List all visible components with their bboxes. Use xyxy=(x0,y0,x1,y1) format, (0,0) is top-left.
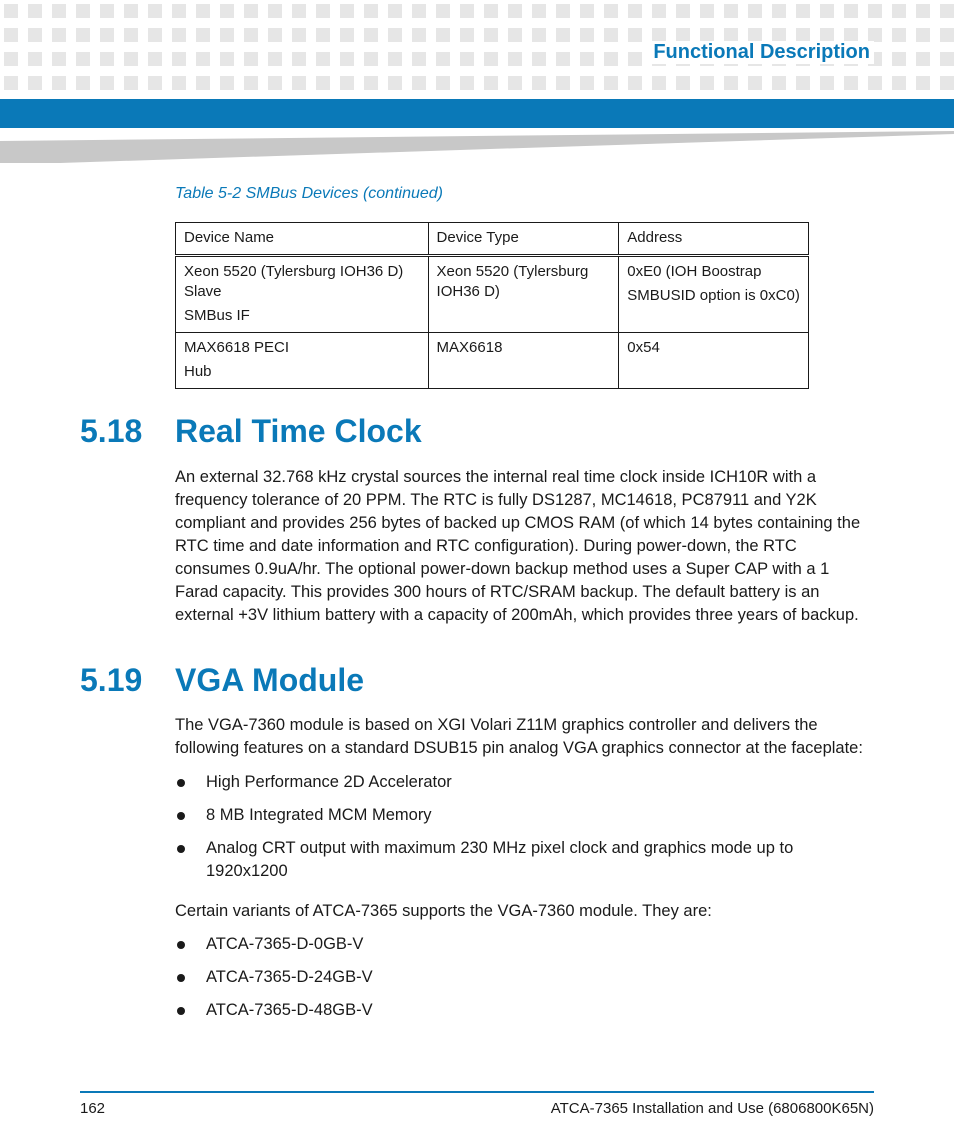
pattern-cell xyxy=(148,76,162,90)
pattern-cell xyxy=(124,28,138,42)
pattern-cell xyxy=(748,28,762,42)
pattern-cell xyxy=(484,28,498,42)
pattern-cell xyxy=(4,76,18,90)
pattern-cell xyxy=(148,52,162,66)
pattern-cell xyxy=(28,28,42,42)
pattern-cell xyxy=(676,4,690,18)
pattern-cell xyxy=(556,76,570,90)
pattern-cell xyxy=(196,28,210,42)
pattern-cell xyxy=(436,52,450,66)
vga-variants-paragraph: Certain variants of ATCA-7365 supports the VGA-7360 module. They are: xyxy=(175,902,712,920)
pattern-cell xyxy=(316,76,330,90)
pattern-cell xyxy=(844,4,858,18)
list-item xyxy=(175,771,875,794)
pattern-cell xyxy=(916,28,930,42)
cell-text: Xeon 5520 (Tylersburg IOH36 D) xyxy=(436,263,589,300)
pattern-cell xyxy=(844,76,858,90)
list-item-text: ATCA-7365-D-0GB-V xyxy=(206,935,364,953)
pattern-cell xyxy=(556,4,570,18)
pattern-cell xyxy=(892,4,906,18)
pattern-cell xyxy=(532,4,546,18)
cell-text: 0x54 xyxy=(627,339,660,356)
pattern-cell xyxy=(4,4,18,18)
list-item-text: Analog CRT output with maximum 230 MHz pixel clock and graphics mode up to 1920x1200 xyxy=(206,839,794,880)
pattern-cell xyxy=(484,76,498,90)
rtc-paragraph: An external 32.768 kHz crystal sources the internal real time clock inside ICH10R with a frequency tolerance of 20 PPM. The RTC is fully DS1287, MC14618, PC87911 and Y2K compliant and provides 256 bytes of backed up CMOS RAM (of which 14 bytes containing the RTC time and date information and RTC configuration). During power-down, the RTC consumes 0.9uA/hr. The optional power-down backup method uses a Super CAP with a 1 Farad capacity. This provides 300 hours of RTC/SRAM backup. The default battery is an external +3V lithium battery with a capacity of 200mAh, which provides three years of backup. xyxy=(175,468,861,624)
pattern-cell xyxy=(724,76,738,90)
pattern-cell xyxy=(268,28,282,42)
table-header-row xyxy=(176,223,809,256)
list-item xyxy=(175,966,875,989)
pattern-cell xyxy=(532,76,546,90)
pattern-cell xyxy=(244,28,258,42)
pattern-cell xyxy=(532,52,546,66)
pattern-cell xyxy=(172,4,186,18)
section-number: 5.19 xyxy=(80,662,143,698)
pattern-cell xyxy=(172,76,186,90)
pattern-cell xyxy=(700,76,714,90)
pattern-cell xyxy=(460,76,474,90)
pattern-cell xyxy=(892,76,906,90)
device-type-cell xyxy=(428,333,619,389)
pattern-cell xyxy=(940,76,954,90)
vga-intro-paragraph: The VGA-7360 module is based on XGI Volari Z11M graphics controller and delivers the following features on a standard DSUB15 pin analog VGA graphics connector at the faceplate: xyxy=(175,716,863,757)
pattern-cell xyxy=(508,52,522,66)
pattern-cell xyxy=(460,4,474,18)
pattern-cell xyxy=(28,4,42,18)
pattern-cell xyxy=(196,4,210,18)
pattern-cell xyxy=(76,76,90,90)
cell-text: 0xE0 (IOH Boostrap xyxy=(627,263,762,280)
vga-feature-list xyxy=(175,771,875,883)
pattern-cell xyxy=(460,52,474,66)
pattern-cell xyxy=(100,28,114,42)
pattern-cell xyxy=(412,52,426,66)
pattern-cell xyxy=(148,4,162,18)
pattern-cell xyxy=(364,52,378,66)
pattern-cell xyxy=(100,76,114,90)
pattern-cell xyxy=(628,52,642,66)
pattern-cell xyxy=(316,28,330,42)
document-title: ATCA-7365 Installation and Use (6806800K65N) xyxy=(550,1100,874,1117)
cell-text: Xeon 5520 (Tylersburg IOH36 D) Slave xyxy=(184,263,404,300)
section-heading-vga xyxy=(80,662,364,699)
pattern-cell xyxy=(340,76,354,90)
vga-variant-list xyxy=(175,933,875,1022)
pattern-cell xyxy=(604,28,618,42)
pattern-cell xyxy=(388,4,402,18)
pattern-cell xyxy=(412,4,426,18)
pattern-cell xyxy=(316,4,330,18)
pattern-cell xyxy=(940,4,954,18)
pattern-cell xyxy=(676,76,690,90)
pattern-cell xyxy=(940,28,954,42)
bullet-icon xyxy=(177,1007,185,1015)
pattern-cell xyxy=(868,28,882,42)
pattern-cell xyxy=(220,28,234,42)
header-grey-wedge xyxy=(0,131,954,163)
device-type-cell xyxy=(428,256,619,333)
pattern-cell xyxy=(172,52,186,66)
column-header: Address xyxy=(619,223,809,256)
bullet-icon xyxy=(177,812,185,820)
pattern-cell xyxy=(700,4,714,18)
bullet-icon xyxy=(177,941,185,949)
pattern-cell xyxy=(892,28,906,42)
footer-rule xyxy=(80,1091,874,1093)
column-header: Device Name xyxy=(176,223,429,256)
pattern-cell xyxy=(796,76,810,90)
bullet-icon xyxy=(177,845,185,853)
pattern-cell xyxy=(628,4,642,18)
cell-text: MAX6618 xyxy=(436,339,503,356)
header-blue-bar xyxy=(0,99,954,128)
pattern-cell xyxy=(652,76,666,90)
pattern-cell xyxy=(124,4,138,18)
pattern-cell xyxy=(580,4,594,18)
column-header: Device Type xyxy=(428,223,619,256)
pattern-cell xyxy=(100,4,114,18)
list-item xyxy=(175,837,875,883)
pattern-cell xyxy=(268,76,282,90)
pattern-cell xyxy=(52,52,66,66)
device-name-cell xyxy=(176,256,429,333)
pattern-cell xyxy=(364,76,378,90)
pattern-cell xyxy=(820,28,834,42)
pattern-cell xyxy=(532,28,546,42)
pattern-cell xyxy=(76,28,90,42)
list-item xyxy=(175,999,875,1022)
pattern-cell xyxy=(268,52,282,66)
pattern-cell xyxy=(748,4,762,18)
pattern-cell xyxy=(220,4,234,18)
pattern-cell xyxy=(580,76,594,90)
pattern-cell xyxy=(604,52,618,66)
pattern-cell xyxy=(508,28,522,42)
table-caption: Table 5-2 SMBus Devices (continued) xyxy=(175,185,443,202)
table-row xyxy=(176,333,809,389)
device-name-cell xyxy=(176,333,429,389)
pattern-cell xyxy=(700,28,714,42)
pattern-cell xyxy=(196,52,210,66)
pattern-cell xyxy=(52,76,66,90)
pattern-cell xyxy=(100,52,114,66)
pattern-cell xyxy=(244,4,258,18)
pattern-cell xyxy=(436,28,450,42)
section-title: Real Time Clock xyxy=(175,413,422,449)
pattern-cell xyxy=(916,76,930,90)
pattern-cell xyxy=(868,76,882,90)
pattern-cell xyxy=(604,4,618,18)
pattern-cell xyxy=(436,76,450,90)
pattern-cell xyxy=(268,4,282,18)
pattern-cell xyxy=(388,28,402,42)
pattern-cell xyxy=(820,76,834,90)
pattern-cell xyxy=(340,52,354,66)
cell-text: Hub xyxy=(184,363,212,380)
pattern-cell xyxy=(388,52,402,66)
pattern-cell xyxy=(652,4,666,18)
pattern-cell xyxy=(844,28,858,42)
pattern-cell xyxy=(748,76,762,90)
pattern-cell xyxy=(508,76,522,90)
list-item-text: 8 MB Integrated MCM Memory xyxy=(206,806,432,824)
list-item-text: ATCA-7365-D-24GB-V xyxy=(206,968,373,986)
pattern-cell xyxy=(724,28,738,42)
pattern-cell xyxy=(4,28,18,42)
list-item xyxy=(175,933,875,956)
pattern-cell xyxy=(220,52,234,66)
pattern-cell xyxy=(28,76,42,90)
pattern-cell xyxy=(292,52,306,66)
pattern-cell xyxy=(364,4,378,18)
pattern-cell xyxy=(796,28,810,42)
pattern-cell xyxy=(772,76,786,90)
pattern-cell xyxy=(244,76,258,90)
address-cell xyxy=(619,256,809,333)
page-number: 162 xyxy=(80,1100,106,1117)
pattern-cell xyxy=(52,4,66,18)
table-row xyxy=(176,256,809,333)
pattern-cell xyxy=(604,76,618,90)
cell-text: MAX6618 PECI xyxy=(184,339,290,356)
pattern-cell xyxy=(220,76,234,90)
pattern-cell xyxy=(364,28,378,42)
pattern-cell xyxy=(4,52,18,66)
pattern-cell xyxy=(484,4,498,18)
bullet-icon xyxy=(177,974,185,982)
pattern-cell xyxy=(628,76,642,90)
pattern-cell xyxy=(316,52,330,66)
cell-text: SMBus IF xyxy=(184,307,250,324)
pattern-cell xyxy=(388,76,402,90)
pattern-cell xyxy=(652,28,666,42)
pattern-cell xyxy=(124,76,138,90)
pattern-cell xyxy=(148,28,162,42)
pattern-cell xyxy=(292,28,306,42)
pattern-cell xyxy=(676,28,690,42)
pattern-cell xyxy=(28,52,42,66)
pattern-cell xyxy=(340,4,354,18)
pattern-cell xyxy=(724,4,738,18)
pattern-cell xyxy=(916,52,930,66)
pattern-cell xyxy=(76,52,90,66)
section-number: 5.18 xyxy=(80,413,143,449)
section-heading-rtc xyxy=(80,413,422,450)
pattern-cell xyxy=(508,4,522,18)
pattern-cell xyxy=(916,4,930,18)
pattern-cell xyxy=(820,4,834,18)
smbus-devices-table xyxy=(175,222,809,389)
pattern-cell xyxy=(556,52,570,66)
pattern-cell xyxy=(940,52,954,66)
pattern-cell xyxy=(340,28,354,42)
list-item-text: High Performance 2D Accelerator xyxy=(206,773,452,791)
pattern-cell xyxy=(628,28,642,42)
pattern-cell xyxy=(196,76,210,90)
section-title: VGA Module xyxy=(175,662,365,698)
list-item-text: ATCA-7365-D-48GB-V xyxy=(206,1001,373,1019)
pattern-cell xyxy=(52,28,66,42)
pattern-cell xyxy=(556,28,570,42)
pattern-cell xyxy=(772,28,786,42)
pattern-cell xyxy=(868,4,882,18)
pattern-cell xyxy=(124,52,138,66)
pattern-cell xyxy=(772,4,786,18)
pattern-cell xyxy=(460,28,474,42)
list-item xyxy=(175,804,875,827)
pattern-cell xyxy=(412,28,426,42)
pattern-cell xyxy=(436,4,450,18)
pattern-cell xyxy=(172,28,186,42)
pattern-cell xyxy=(796,4,810,18)
running-section-title: Functional Description xyxy=(643,41,874,64)
pattern-cell xyxy=(244,52,258,66)
address-cell xyxy=(619,333,809,389)
bullet-icon xyxy=(177,779,185,787)
cell-text: SMBUSID option is 0xC0) xyxy=(627,287,800,304)
pattern-cell xyxy=(76,4,90,18)
pattern-cell xyxy=(484,52,498,66)
pattern-cell xyxy=(892,52,906,66)
pattern-cell xyxy=(292,76,306,90)
pattern-cell xyxy=(412,76,426,90)
pattern-cell xyxy=(292,4,306,18)
pattern-cell xyxy=(580,52,594,66)
pattern-cell xyxy=(580,28,594,42)
